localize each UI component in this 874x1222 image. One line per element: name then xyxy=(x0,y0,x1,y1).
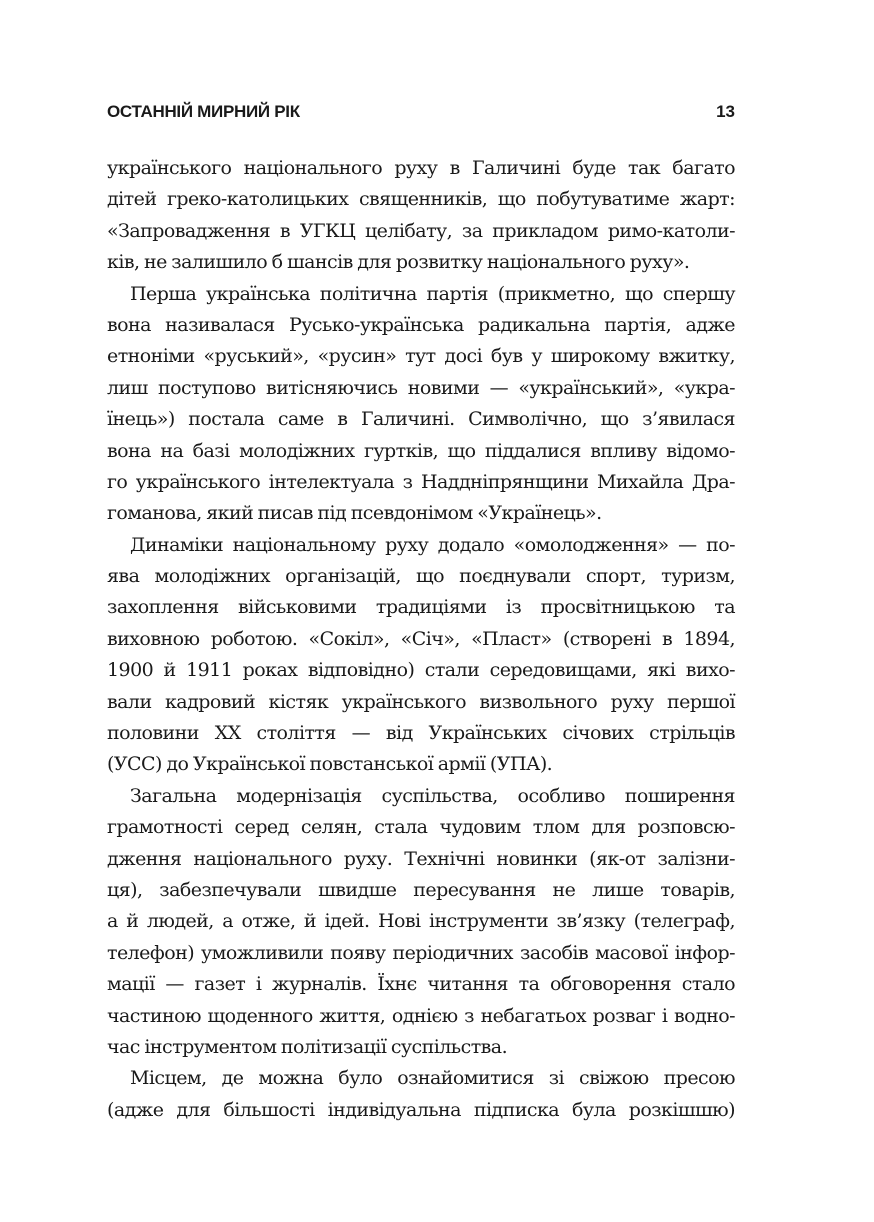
text-line: грамотності серед селян, стала чудовим тлом для розповсю- xyxy=(107,816,735,839)
text-line: українського національного руху в Галичині буде так багато xyxy=(107,157,735,179)
text-line: (адже для більшості індивідуальна підписка була розкішшю) xyxy=(107,1098,735,1121)
text-line: го українського інтелектуала з Наддніпрянщини Михайла Дра- xyxy=(107,470,735,493)
text-line: ява молодіжних організацій, що поєднували спорт, туризм, xyxy=(107,565,735,588)
text-line: «Запровадження в УГКЦ целібату, за прикладом римо-католи- xyxy=(107,219,735,242)
text-line: Перша українська політична партія (прикметно, що спершу xyxy=(130,282,735,305)
text-line: а й людей, а отже, й ідей. Нові інструменти зв’язку (телеграф, xyxy=(107,910,735,933)
running-title: ОСТАННІЙ МИРНИЙ РІК xyxy=(107,102,300,121)
text-line: лиш поступово витісняючись новими — «український», «укра- xyxy=(107,376,735,399)
text-line: ця), забезпечували швидше пересування не лише товарів, xyxy=(107,878,735,901)
text-line: Загальна модернізація суспільства, особливо поширення xyxy=(130,784,735,807)
text-line: 1900 й 1911 роках відповідно) стали середовищами, які вихо- xyxy=(107,659,735,682)
text-line: дження національного руху. Технічні новинки (як-от залізни- xyxy=(107,847,735,870)
text-line: етноніми «руський», «русин» тут досі був у широкому вжитку, xyxy=(107,345,735,368)
text-line: Динаміки національному руху додало «омолодження» — по- xyxy=(130,533,735,556)
text-line: вона на базі молодіжних гуртків, що піддалися впливу відомо- xyxy=(107,439,735,462)
body-text xyxy=(107,153,735,1126)
page-number: 13 xyxy=(716,102,735,121)
text-line: час інструментом політизації суспільства. xyxy=(107,1035,508,1058)
text-line: (УСС) до Української повстанської армії (УПА). xyxy=(107,753,553,776)
text-line: частиною щоденного життя, однією з небагатьох розваг і водно- xyxy=(107,1004,735,1027)
text-line: виховною роботою. «Сокіл», «Січ», «Пласт» (створені в 1894, xyxy=(107,627,735,650)
text-line: гоманова, який писав під псевдонімом «Українець». xyxy=(107,502,602,525)
text-line: захоплення військовими традиціями із просвітницькою та xyxy=(107,596,735,619)
text-line: їнець») постала саме в Галичині. Символічно, що з’явилася xyxy=(107,408,735,431)
text-line: дітей греко-католицьких священників, що побутуватиме жарт: xyxy=(107,188,735,211)
running-header xyxy=(107,100,735,124)
text-line: мації — газет і журналів. Їхнє читання та обговорення стало xyxy=(107,973,735,996)
text-line: вона називалася Русько-українська радикальна партія, адже xyxy=(107,313,735,336)
text-line: ків, не залишило б шансів для розвитку національного руху». xyxy=(107,251,690,274)
text-line: половини ХХ століття — від Українських січових стрільців xyxy=(107,722,735,745)
text-line: телефон) уможливили появу періодичних засобів масової інфор- xyxy=(107,941,735,964)
text-line: вали кадровий кістяк українського визвольного руху першої xyxy=(107,690,735,713)
text-line: Місцем, де можна було ознайомитися зі свіжою пресою xyxy=(130,1067,735,1090)
